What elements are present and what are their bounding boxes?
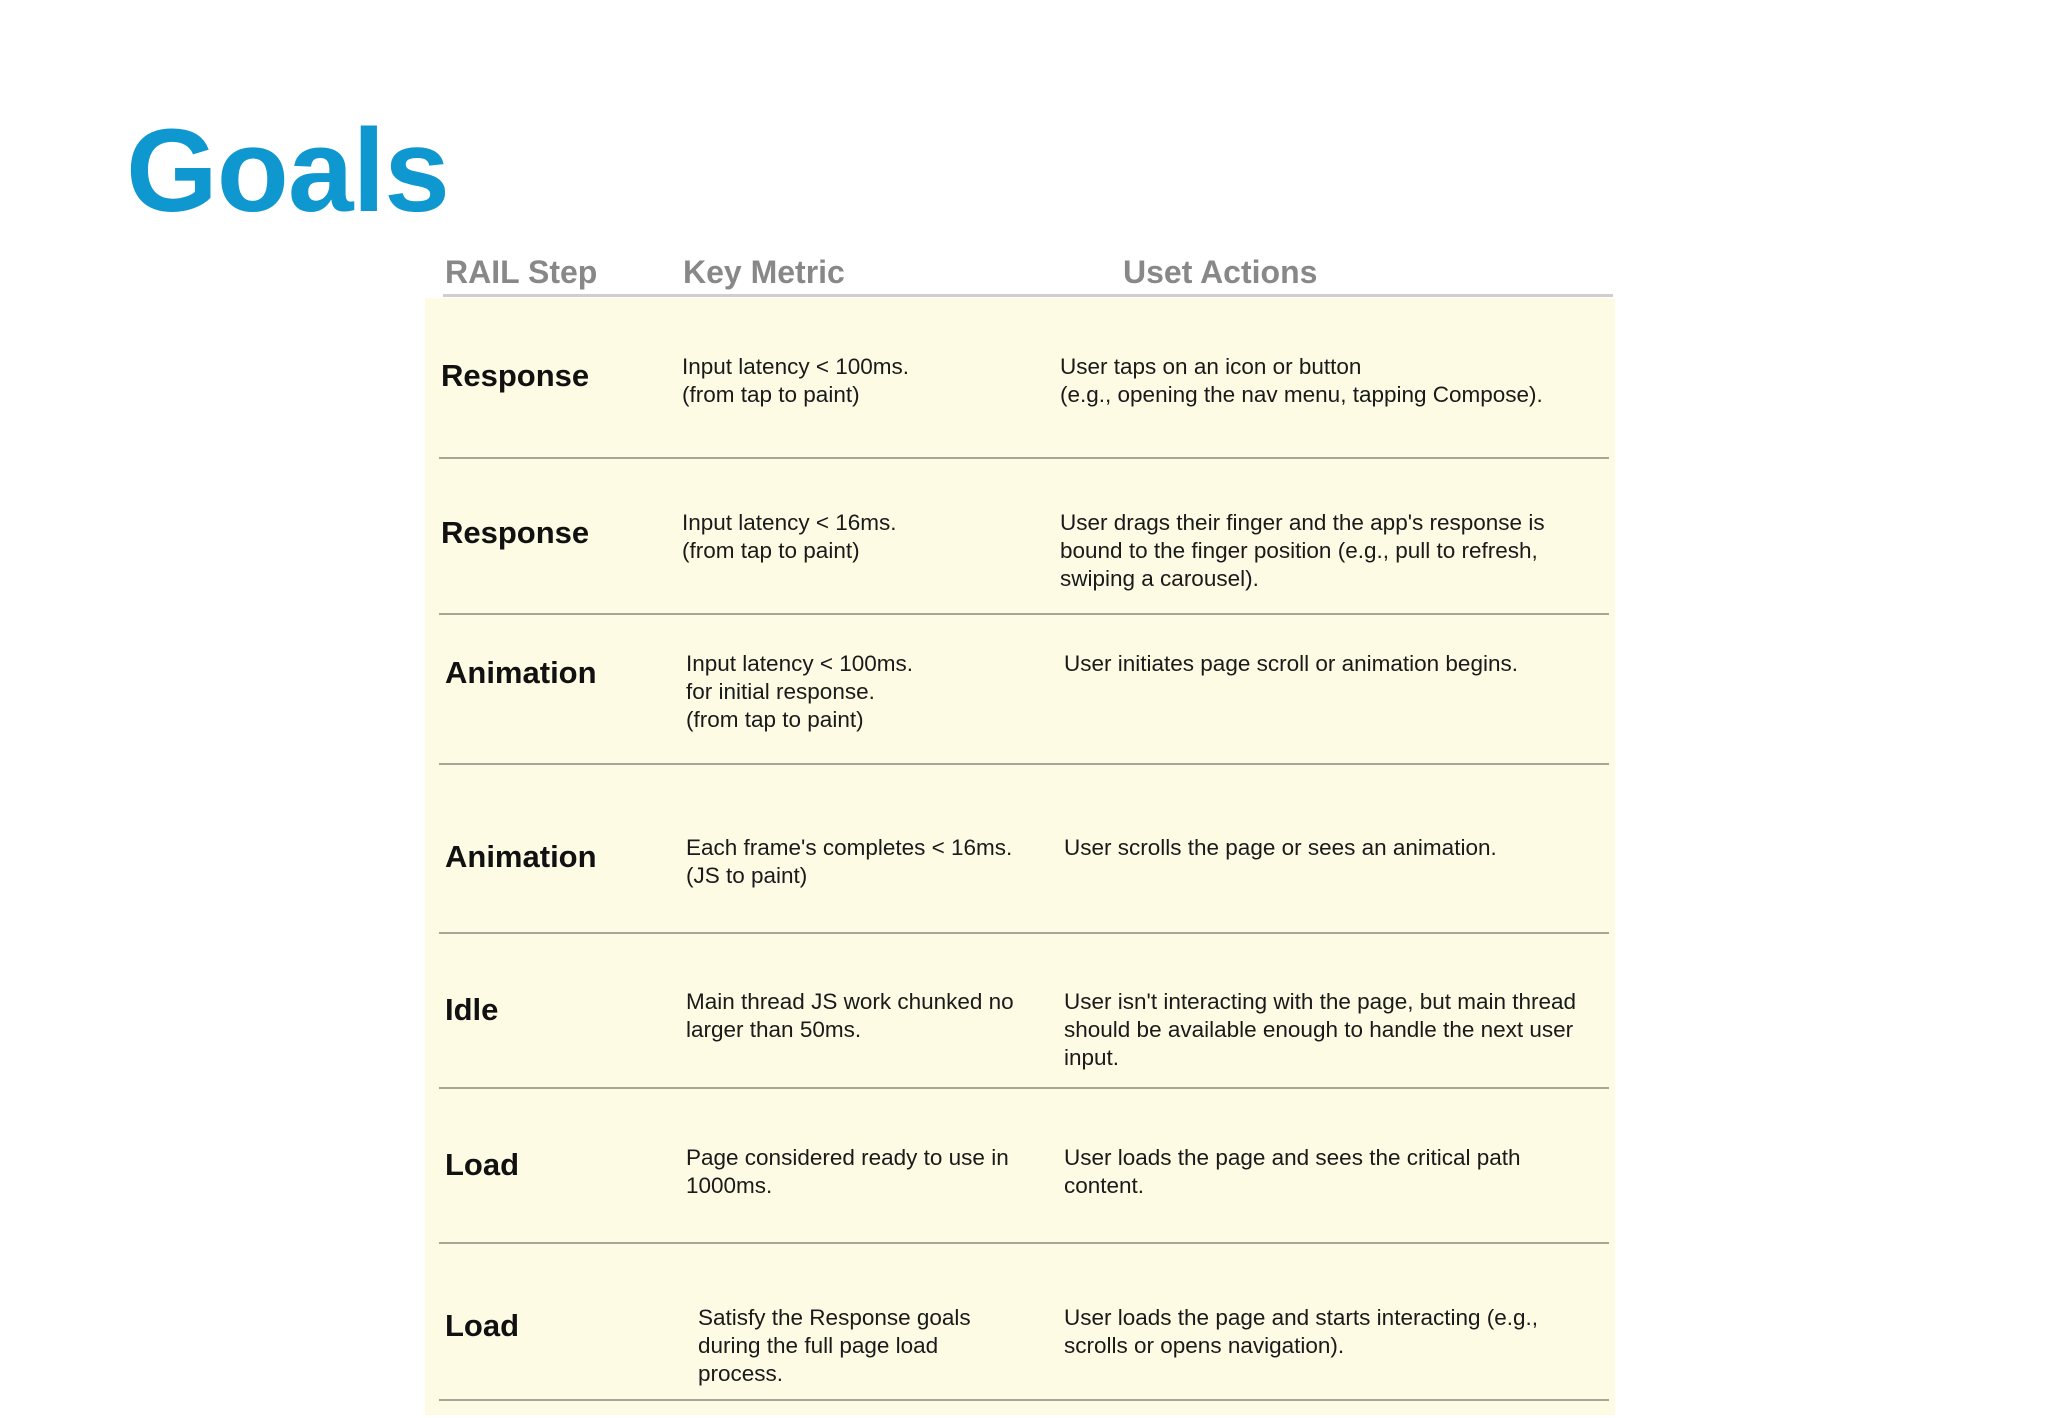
row-divider (439, 1399, 1609, 1401)
header-key-metric: Key Metric (683, 254, 845, 290)
page-title: Goals (126, 105, 449, 237)
table-row (425, 298, 1615, 459)
header-user-actions: Uset Actions (1123, 254, 1318, 290)
cell-rail-step: Animation (445, 839, 597, 874)
cell-rail-step: Animation (445, 655, 597, 690)
cell-user-action: User loads the page and starts interacting (e.g., scrolls or opens navigation). (1064, 1305, 1539, 1358)
table-row (425, 765, 1615, 934)
table-row (425, 934, 1615, 1089)
cell-key-metric: Each frame's completes < 16ms. (JS to paint) (686, 835, 1013, 888)
rail-goals-table (425, 240, 1615, 1415)
header-rail-step: RAIL Step (445, 254, 598, 290)
table-row (425, 1244, 1615, 1401)
cell-user-action: User loads the page and sees the critical path content. (1064, 1145, 1521, 1198)
cell-rail-step: Response (441, 358, 590, 393)
table-row (425, 1089, 1615, 1244)
cell-key-metric: Input latency < 100ms. for initial response. (from tap to paint) (686, 651, 914, 732)
table-row (425, 459, 1615, 615)
cell-rail-step: Load (445, 1147, 520, 1182)
cell-key-metric: Main thread JS work chunked no larger than 50ms. (686, 989, 1014, 1042)
cell-key-metric: Satisfy the Response goals during the full page load process. (698, 1305, 971, 1386)
cell-key-metric: Input latency < 100ms. (from tap to paint) (682, 354, 910, 407)
cell-user-action: User initiates page scroll or animation begins. (1064, 651, 1518, 676)
cell-key-metric: Input latency < 16ms. (from tap to paint) (682, 510, 897, 563)
table-row (425, 615, 1615, 765)
cell-rail-step: Response (441, 515, 590, 550)
table-body (425, 298, 1615, 1415)
cell-user-action: User taps on an icon or button (e.g., opening the nav menu, tapping Compose). (1060, 354, 1543, 407)
table-header (425, 240, 1615, 296)
cell-user-action: User scrolls the page or sees an animation. (1064, 835, 1497, 860)
header-divider (443, 294, 1613, 297)
cell-key-metric: Page considered ready to use in 1000ms. (686, 1145, 1009, 1198)
cell-rail-step: Idle (445, 992, 499, 1027)
cell-rail-step: Load (445, 1308, 520, 1343)
cell-user-action: User drags their finger and the app's response is bound to the finger position (e.g., pull to refresh, swiping a carousel). (1060, 510, 1545, 591)
cell-user-action: User isn't interacting with the page, but main thread should be available enough to handle the next user input. (1064, 989, 1577, 1070)
